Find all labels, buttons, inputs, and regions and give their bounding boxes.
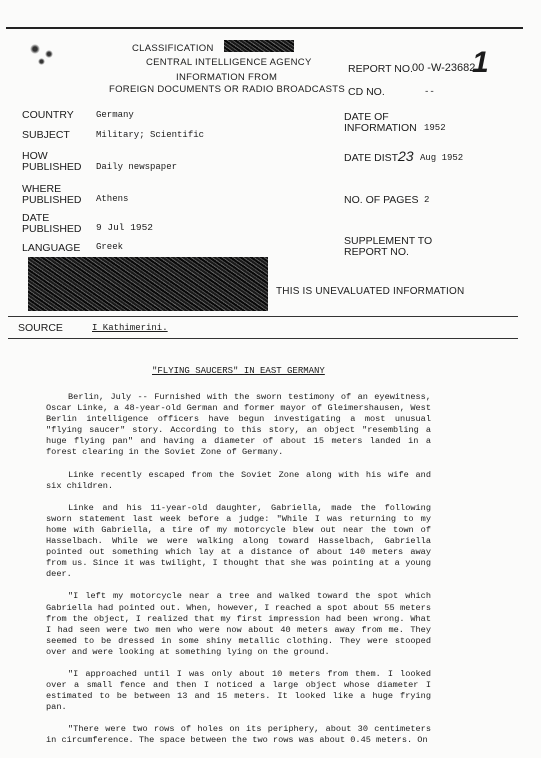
date-dist-label: DATE DIST.	[344, 152, 400, 164]
paragraph: "I approached until I was only about 10 meters from them. I looked over a small fence and then I noticed a large object whose diameter I estimated to be between 13 and 15 meters. It looked like a huge frying pan.	[46, 668, 431, 713]
date-dist-value: Aug 1952	[420, 153, 464, 163]
supplement-label: SUPPLEMENT TO	[344, 235, 433, 247]
where-label: WHERE	[22, 183, 62, 195]
paragraph: Berlin, July -- Furnished with the sworn testimony of an eyewitness, Oscar Linke, a 48-year-old German and former mayor of Gleimershausen, West Berlin intelligence officers have begun investigating a most unusual "flying saucer" story. According to this story, an object "resembling a huge flying pan" and having a diameter of about 15 meters landed in a forest clearing in the Soviet Zone of Germany.	[46, 392, 431, 458]
paragraph: "There were two rows of holes on its periphery, about 30 centimeters in circumference. The space between the two rows was about 0.45 meters. On	[46, 724, 431, 746]
date-dist-day: 23	[398, 148, 414, 164]
country-label: COUNTRY	[22, 109, 74, 121]
top-rule	[6, 27, 523, 29]
redaction-classification	[224, 40, 294, 52]
cd-no-label: CD NO.	[348, 86, 385, 98]
report-no-label: REPORT NO.	[348, 63, 413, 75]
source-type: FOREIGN DOCUMENTS OR RADIO BROADCASTS	[109, 84, 345, 95]
how-published-value: Daily newspaper	[96, 162, 178, 172]
classification-text: CLASSIFICATION	[132, 43, 214, 54]
scan-speck	[38, 58, 45, 65]
classification-line	[132, 43, 214, 54]
date-published-value: 9 Jul 1952	[96, 222, 154, 233]
where-published-label: PUBLISHED	[22, 194, 82, 206]
how-label: HOW	[22, 150, 48, 162]
date-label: DATE	[22, 212, 50, 224]
redaction-block	[28, 257, 268, 311]
article-body	[46, 392, 431, 758]
agency-name: CENTRAL INTELLIGENCE AGENCY	[146, 57, 312, 68]
source-rule-bottom	[8, 338, 518, 339]
source-rule	[8, 316, 518, 317]
date-info-value: 1952	[424, 123, 446, 133]
info-from: INFORMATION FROM	[176, 72, 278, 83]
pages-label: NO. OF PAGES	[344, 194, 419, 206]
supplement-label-2: REPORT NO.	[344, 246, 409, 258]
unevaluated-notice: THIS IS UNEVALUATED INFORMATION	[276, 286, 465, 297]
where-published-value: Athens	[96, 194, 129, 204]
language-value: Greek	[96, 242, 124, 252]
page-mark: 1	[472, 46, 489, 79]
subject-value: Military; Scientific	[96, 130, 205, 140]
source-label: SOURCE	[18, 322, 63, 334]
date-info-label: DATE OF	[344, 111, 389, 123]
paragraph: "I left my motorcycle near a tree and walked toward the spot which Gabriella had pointed out. When, however, I reached a spot about 55 meters from the object, I realized that my first impression had been wrong. What I had seen were two men who were now about 40 meters away from me. They seemed to be dressed in some shiny metallic clothing. They were stooped over and were looking at something lying on the ground.	[46, 591, 431, 657]
paragraph: Linke recently escaped from the Soviet Zone along with his wife and six children.	[46, 469, 431, 491]
cd-no: --	[424, 87, 435, 97]
source-value: I Kathimerini.	[92, 323, 168, 333]
scan-speck	[45, 50, 53, 58]
date-info-label-2: INFORMATION	[344, 122, 417, 134]
date-published-label: PUBLISHED	[22, 223, 82, 235]
pages-value: 2	[424, 195, 430, 205]
how-published-label: PUBLISHED	[22, 161, 82, 173]
country-value: Germany	[96, 110, 134, 120]
language-label: LANGUAGE	[22, 242, 81, 254]
report-no: 00 -W-23682	[412, 62, 476, 74]
paragraph: Linke and his 11-year-old daughter, Gabriella, made the following sworn statement last week before a judge: "While I was returning to my home with Gabriella, a tire of my motorcycle blew out near the town of Hasselbach. While we were walking along toward Hasselbach, Gabriella pointed out something which lay at a distance of about 140 meters away from us. Since it was twilight, I thought that she was pointing at a young deer.	[46, 502, 431, 580]
article-title: "FLYING SAUCERS" IN EAST GERMANY	[152, 366, 325, 376]
subject-label: SUBJECT	[22, 129, 70, 141]
scan-speck	[30, 44, 40, 54]
